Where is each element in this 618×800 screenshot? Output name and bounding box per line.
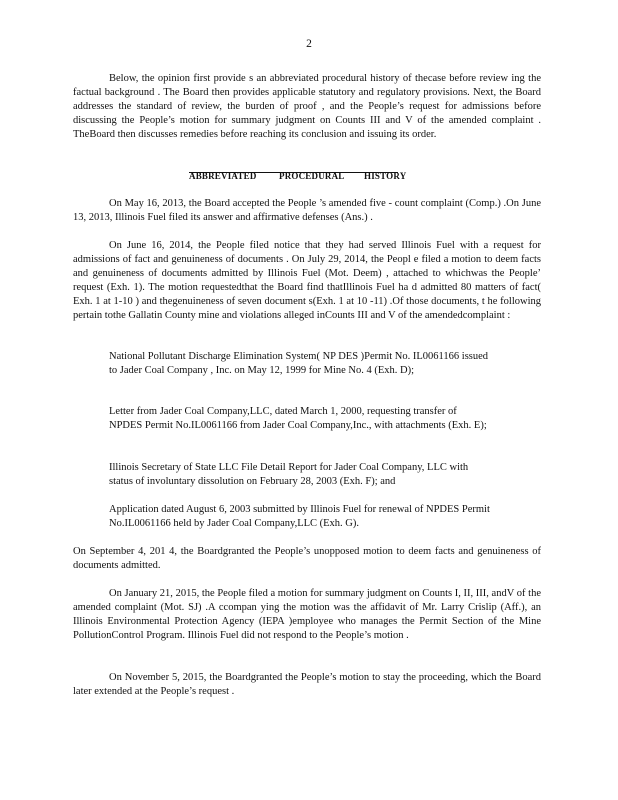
section-heading bbox=[189, 171, 407, 181]
paragraph-deem-granted: On September 4, 201 4, the Boardgranted the People’s unopposed motion to deem facts and genuineness of documents admitted. bbox=[73, 546, 541, 571]
heading-word-abbreviated: ABBREVIATED bbox=[189, 171, 257, 181]
paragraph-summary-judgment: On January 21, 2015, the People filed a motion for summary judgment on Counts I, II, III, andV of the amended complaint (Mot. SJ) .A ccompan ying the motion was the affidavit of Mr. Larry Crislip (Aff.), an Illinois Environmental Protection Agency (IEPA )employee who manages the Permit Section of the Mine PollutionControl Program. Illinois Fuel did not respond to the People’s motion . bbox=[73, 588, 541, 641]
document-item: National Pollutant Discharge Elimination System( NP DES )Permit No. IL0061166 issued to Jader Coal Company , Inc. on May 12, 1999 for Mine No. 4 (Exh. D); bbox=[109, 351, 489, 376]
document-item: Application dated August 6, 2003 submitted by Illinois Fuel for renewal of NPDES Permit No.IL0061166 held by Jader Coal Company,LLC (Exh. G). bbox=[109, 504, 490, 529]
heading-word-history: HISTORY bbox=[364, 171, 407, 181]
paragraph-stay: On November 5, 2015, the Boardgranted the People’s motion to stay the proceeding, which the Board later extended at the People’s request . bbox=[73, 672, 541, 697]
document-item: Illinois Secretary of State LLC File Detail Report for Jader Coal Company, LLC with status of involuntary dissolution on February 28, 2003 (Exh. F); and bbox=[109, 462, 469, 487]
document-item: Letter from Jader Coal Company,LLC, dated March 1, 2000, requesting transfer of NPDES Permit No.IL0061166 from Jader Coal Company,Inc., with attachments (Exh. E); bbox=[109, 406, 487, 431]
paragraph-admissions: On June 16, 2014, the People filed notice that they had served Illinois Fuel with a request for admissions of fact and genuineness of documents . On July 29, 2014, the Peopl e filed a motion to deem facts and genuineness of documents admitted by Illinois Fuel (Mot. Deem) , attached to whichwas the People’ request (Exh. 1). The motion requestedthat the Board find thatIllinois Fuel ha d admitted 80 matters of fact( Exh. 1 at 1-10 ) and thegenuineness of seven document s(Exh. 1 at 10 -11) .Of those documents, t he following pertain tothe Gallatin County mine and violations alleged inCounts III and V of the amendedcomplaint : bbox=[73, 240, 541, 321]
intro-paragraph: Below, the opinion first provide s an abbreviated procedural history of thecase before review ing the factual background . The Board then provides applicable statutory and regulatory provisions. Next, the Board addresses the standard of review, the burden of proof , and the People’s request for admissions before discussing the People’s motion for summary judgment on Counts III and V of the amended complaint . TheBoard then discusses remedies before reaching its conclusion and issuing its order. bbox=[73, 73, 541, 140]
paragraph-complaint: On May 16, 2013, the Board accepted the People ’s amended five - count complaint (Comp.) .On June 13, 2013, Illinois Fuel filed its answer and affirmative defenses (Ans.) . bbox=[73, 198, 541, 223]
heading-word-procedural: PROCEDURAL bbox=[279, 171, 345, 181]
page-number: 2 bbox=[306, 38, 312, 50]
